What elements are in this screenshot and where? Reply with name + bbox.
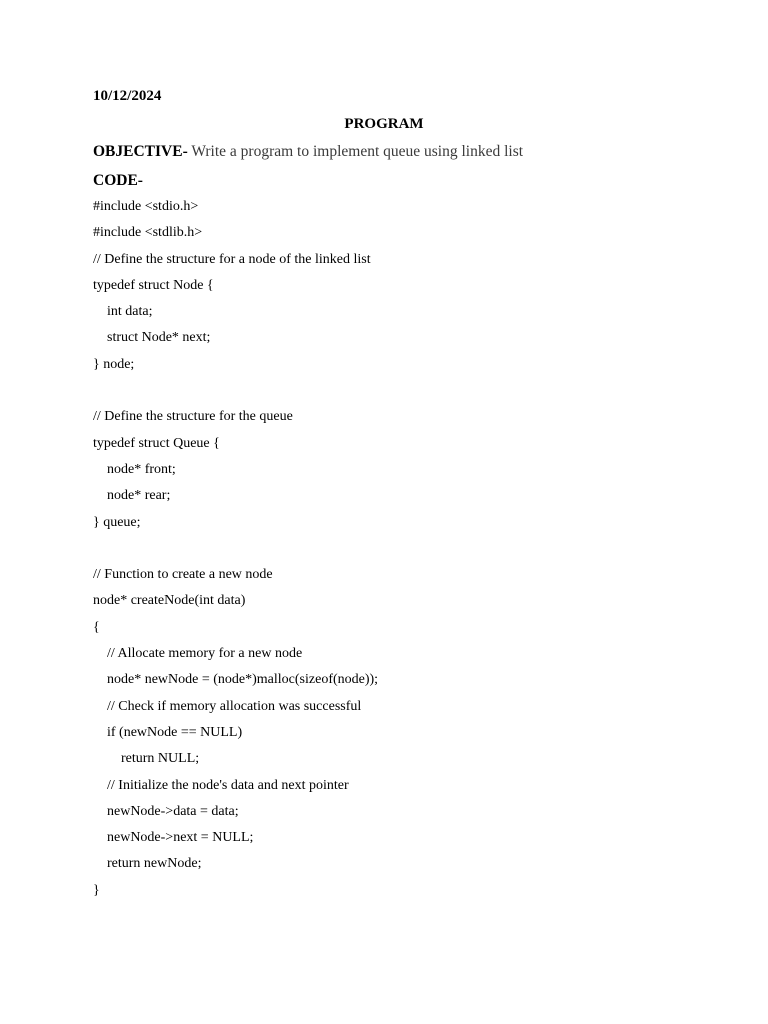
code-line: int data;	[107, 304, 153, 320]
code-line: #include <stdio.h>	[93, 199, 199, 214]
code-line: // Define the structure for a node of the linked list	[93, 251, 371, 267]
code-line: // Define the structure for the queue	[93, 409, 293, 425]
objective-label: OBJECTIVE-	[93, 143, 188, 160]
code-line: typedef struct Queue {	[93, 435, 220, 451]
code-line: // Initialize the node's data and next pointer	[107, 777, 349, 793]
code-line: typedef struct Node {	[93, 277, 214, 293]
document-title: PROGRAM	[344, 116, 424, 132]
code-line: node* createNode(int data)	[93, 593, 246, 609]
code-line: // Check if memory allocation was successful	[107, 698, 362, 714]
code-line-blank	[93, 538, 693, 564]
code-line: node* rear;	[107, 488, 171, 504]
code-block	[93, 196, 693, 906]
code-line: {	[93, 619, 100, 635]
code-line: #include <stdlib.h>	[93, 225, 203, 241]
objective-line	[93, 142, 523, 161]
code-line: node* newNode = (node*)malloc(sizeof(node));	[107, 672, 379, 688]
code-line: newNode->next = NULL;	[107, 830, 254, 846]
code-heading: CODE-	[93, 172, 143, 189]
code-line: if (newNode == NULL)	[107, 724, 243, 740]
code-line: struct Node* next;	[107, 330, 211, 346]
code-line: } queue;	[93, 514, 141, 530]
code-line: return newNode;	[107, 856, 202, 872]
code-line: node* front;	[107, 461, 176, 477]
code-line: }	[93, 882, 100, 898]
code-line-blank	[93, 380, 693, 406]
code-line: } node;	[93, 356, 135, 372]
document-date: 10/12/2024	[93, 88, 162, 104]
code-line: return NULL;	[121, 751, 200, 767]
code-line: // Function to create a new node	[93, 567, 273, 583]
code-line: // Allocate memory for a new node	[107, 646, 303, 662]
objective-text: Write a program to implement queue using linked list	[191, 143, 524, 160]
code-line: newNode->data = data;	[107, 803, 239, 819]
